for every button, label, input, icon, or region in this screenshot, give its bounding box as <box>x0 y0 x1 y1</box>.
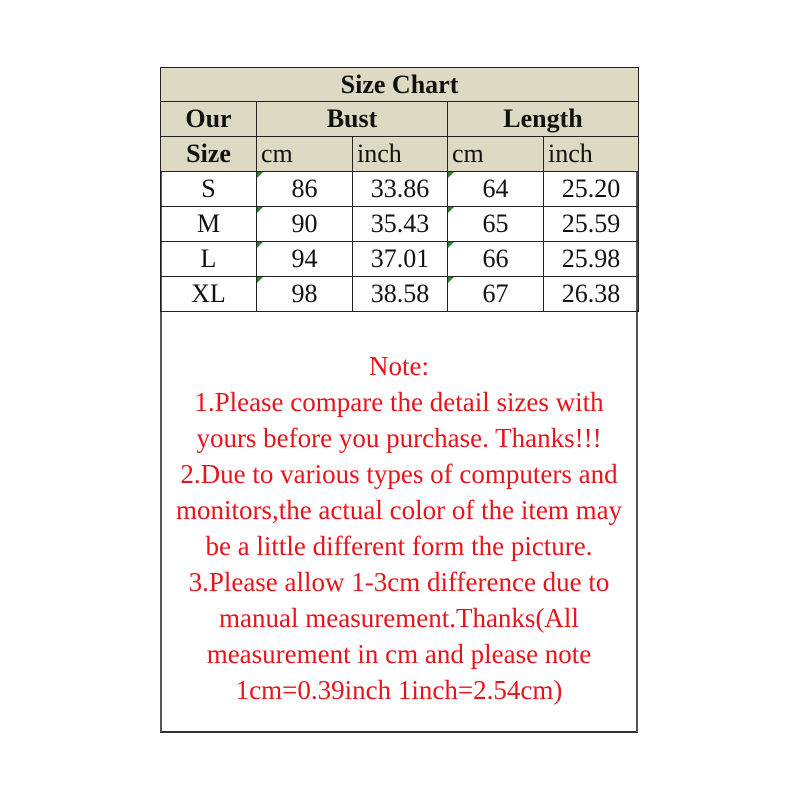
size-label: XL <box>161 277 257 312</box>
length-header: Length <box>448 102 639 137</box>
note-line: measurement in cm and please note <box>206 639 592 669</box>
note-line: be a little different form the picture. <box>205 531 593 561</box>
size-header-line1: Our <box>161 102 257 137</box>
unit-header-row <box>161 137 639 172</box>
note-line: 2.Due to various types of computers and <box>180 459 618 489</box>
length-cm-unit: cm <box>448 137 544 172</box>
note-line: 3.Please allow 1-3cm difference due to <box>188 567 610 597</box>
table-row <box>161 172 639 207</box>
note-line: 1cm=0.39inch 1inch=2.54cm) <box>235 675 563 705</box>
length-cm-value: 67 <box>448 277 544 312</box>
table-title: Size Chart <box>161 68 639 102</box>
bust-cm-unit: cm <box>257 137 353 172</box>
bust-cm-value: 94 <box>257 242 353 277</box>
bust-inch-value: 38.58 <box>353 277 448 312</box>
size-note <box>162 348 636 708</box>
size-chart-sheet <box>160 67 638 733</box>
note-line: manual measurement.Thanks(All <box>219 603 579 633</box>
length-inch-value: 25.98 <box>544 242 639 277</box>
length-cm-value: 66 <box>448 242 544 277</box>
note-line: yours before you purchase. Thanks!!! <box>196 423 602 453</box>
size-header-line2: Size <box>161 137 257 172</box>
length-cm-value: 64 <box>448 172 544 207</box>
size-label: L <box>161 242 257 277</box>
length-inch-value: 25.59 <box>544 207 639 242</box>
length-cm-value: 65 <box>448 207 544 242</box>
length-inch-value: 26.38 <box>544 277 639 312</box>
table-row <box>161 277 639 312</box>
bust-inch-unit: inch <box>353 137 448 172</box>
note-line: monitors,the actual color of the item may <box>175 495 623 525</box>
size-label: M <box>161 207 257 242</box>
bust-cm-value: 86 <box>257 172 353 207</box>
table-row <box>161 207 639 242</box>
size-chart-table <box>160 67 639 312</box>
note-line: 1.Please compare the detail sizes with <box>194 387 604 417</box>
bust-inch-value: 33.86 <box>353 172 448 207</box>
note-heading: Note: <box>369 351 429 381</box>
table-row <box>161 242 639 277</box>
bust-header: Bust <box>257 102 448 137</box>
bust-cm-value: 90 <box>257 207 353 242</box>
bust-inch-value: 37.01 <box>353 242 448 277</box>
group-header-row <box>161 102 639 137</box>
length-inch-unit: inch <box>544 137 639 172</box>
bust-cm-value: 98 <box>257 277 353 312</box>
length-inch-value: 25.20 <box>544 172 639 207</box>
size-label: S <box>161 172 257 207</box>
table-title-row <box>161 68 639 102</box>
bust-inch-value: 35.43 <box>353 207 448 242</box>
